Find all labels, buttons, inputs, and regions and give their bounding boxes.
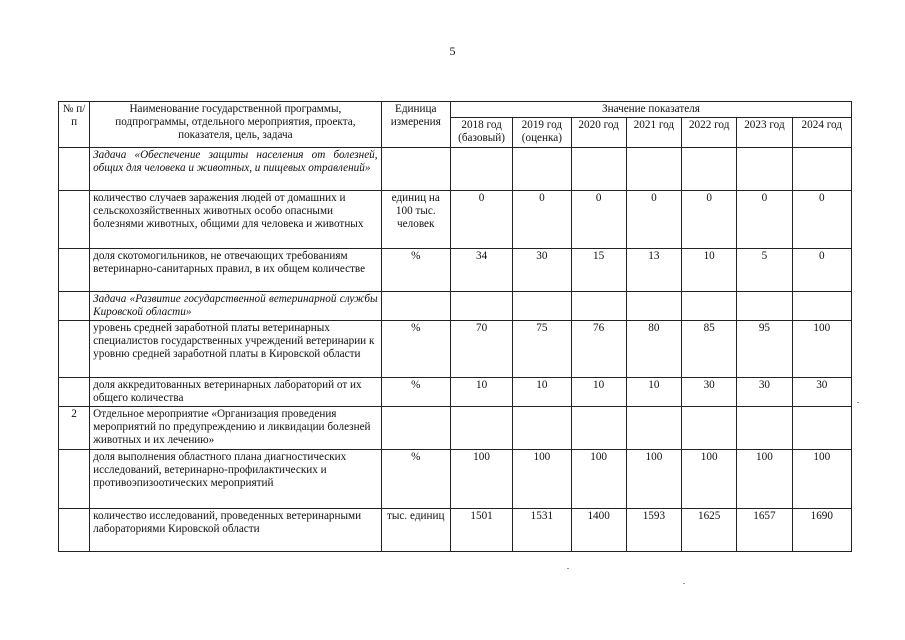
value-cell	[571, 407, 626, 450]
unit-cell	[381, 407, 450, 450]
value-cell: 10	[626, 378, 681, 407]
value-cell: 80	[626, 321, 681, 378]
value-cell	[792, 407, 851, 450]
value-cell	[682, 407, 737, 450]
page-number: 5	[449, 44, 456, 58]
value-cell: 1690	[792, 509, 851, 552]
value-cell: 100	[450, 450, 512, 509]
value-cell: 30	[513, 249, 571, 292]
header-year: 2018 год (базовый)	[450, 118, 512, 148]
header-num: № п/п	[59, 102, 90, 148]
unit-cell: тыс. единиц	[381, 509, 450, 552]
indicator-name: количество случаев заражения людей от домашних и сельскохозяйственных животных особо опасными болезнями животных, общими для человека и животных	[90, 191, 381, 249]
value-cell: 100	[571, 450, 626, 509]
header-name: Наименование государственной программы, подпрограммы, отдельного мероприятия, проекта, показателя, цель, задача	[90, 102, 381, 148]
header-unit: Единица измерения	[381, 102, 450, 148]
row-number	[59, 509, 90, 552]
indicator-name: уровень средней заработной платы ветеринарных специалистов государственных учреждений ветеринарии к уровню средней заработной платы в Кировской области	[90, 321, 381, 378]
value-cell: 75	[513, 321, 571, 378]
value-cell: 0	[450, 191, 512, 249]
value-cell: 0	[513, 191, 571, 249]
unit-cell	[381, 148, 450, 191]
value-cell	[571, 292, 626, 321]
value-cell: 1625	[682, 509, 737, 552]
unit-cell: единиц на 100 тыс. человек	[381, 191, 450, 249]
value-cell: 100	[513, 450, 571, 509]
value-cell: 1657	[737, 509, 792, 552]
value-cell	[737, 407, 792, 450]
value-cell: 30	[737, 378, 792, 407]
value-cell	[450, 292, 512, 321]
value-cell	[682, 292, 737, 321]
value-cell	[737, 148, 792, 191]
header-year: 2022 год	[682, 118, 737, 148]
unit-cell: %	[381, 249, 450, 292]
value-cell: 10	[450, 378, 512, 407]
value-cell: 0	[792, 249, 851, 292]
value-cell	[513, 407, 571, 450]
indicator-row	[59, 378, 852, 407]
value-cell: 1531	[513, 509, 571, 552]
value-cell	[682, 148, 737, 191]
row-number	[59, 450, 90, 509]
header-year: 2023 год	[737, 118, 792, 148]
indicator-name: доля скотомогильников, не отвечающих требованиям ветеринарно-санитарных правил, в их общем количестве	[90, 249, 381, 292]
value-cell	[450, 148, 512, 191]
indicator-name: доля аккредитованных ветеринарных лабораторий от их общего количества	[90, 378, 381, 407]
value-cell	[450, 407, 512, 450]
value-cell	[792, 148, 851, 191]
value-cell: 100	[792, 450, 851, 509]
value-cell: 10	[682, 249, 737, 292]
value-cell: 34	[450, 249, 512, 292]
value-cell: 0	[626, 191, 681, 249]
value-cell	[626, 292, 681, 321]
header-year: 2020 год	[571, 118, 626, 148]
value-cell: 15	[571, 249, 626, 292]
value-cell	[513, 292, 571, 321]
indicators-table	[58, 101, 852, 552]
indicator-row	[59, 249, 852, 292]
value-cell: 100	[737, 450, 792, 509]
unit-cell	[381, 292, 450, 321]
row-number	[59, 321, 90, 378]
indicator-row	[59, 191, 852, 249]
row-number	[59, 292, 90, 321]
value-cell: 100	[626, 450, 681, 509]
row-number: 2	[59, 407, 90, 450]
indicator-row	[59, 509, 852, 552]
value-cell: 13	[626, 249, 681, 292]
value-cell: 10	[513, 378, 571, 407]
value-cell	[737, 292, 792, 321]
task-row	[59, 292, 852, 321]
header-values: Значение показателя	[450, 102, 851, 118]
row-number	[59, 191, 90, 249]
value-cell: 0	[682, 191, 737, 249]
value-cell: 0	[571, 191, 626, 249]
value-cell: 10	[571, 378, 626, 407]
value-cell: 30	[682, 378, 737, 407]
value-cell: 70	[450, 321, 512, 378]
unit-cell: %	[381, 450, 450, 509]
header-year: 2021 год	[626, 118, 681, 148]
value-cell	[513, 148, 571, 191]
task-name: Задача «Развитие государственной ветеринарной службы Кировской области»	[90, 292, 381, 321]
value-cell: 1593	[626, 509, 681, 552]
indicator-name: количество исследований, проведенных ветеринарными лабораториями Кировской области	[90, 509, 381, 552]
value-cell	[626, 407, 681, 450]
header-year: 2019 год (оценка)	[513, 118, 571, 148]
indicator-row	[59, 407, 852, 450]
row-number	[59, 249, 90, 292]
row-number	[59, 378, 90, 407]
task-row	[59, 148, 852, 191]
table-body	[59, 148, 852, 552]
scan-speck	[683, 583, 685, 584]
value-cell	[626, 148, 681, 191]
row-number	[59, 148, 90, 191]
scan-speck	[567, 568, 569, 569]
unit-cell: %	[381, 321, 450, 378]
value-cell: 100	[792, 321, 851, 378]
indicator-row	[59, 450, 852, 509]
task-name: Задача «Обеспечение защиты населения от болезней, общих для человека и животных, и пищевых отравлений»	[90, 148, 381, 191]
value-cell	[571, 148, 626, 191]
value-cell: 85	[682, 321, 737, 378]
scan-speck	[857, 402, 859, 403]
value-cell: 30	[792, 378, 851, 407]
value-cell: 5	[737, 249, 792, 292]
header-year: 2024 год	[792, 118, 851, 148]
value-cell: 76	[571, 321, 626, 378]
indicator-name: доля выполнения областного плана диагностических исследований, ветеринарно-профилактических и противоэпизоотических мероприятий	[90, 450, 381, 509]
unit-cell: %	[381, 378, 450, 407]
value-cell	[792, 292, 851, 321]
value-cell: 1501	[450, 509, 512, 552]
indicator-name: Отдельное мероприятие «Организация проведения мероприятий по предупреждению и ликвидации болезней животных и их лечению»	[90, 407, 381, 450]
value-cell: 95	[737, 321, 792, 378]
value-cell: 0	[792, 191, 851, 249]
value-cell: 1400	[571, 509, 626, 552]
indicator-row	[59, 321, 852, 378]
value-cell: 100	[682, 450, 737, 509]
value-cell: 0	[737, 191, 792, 249]
